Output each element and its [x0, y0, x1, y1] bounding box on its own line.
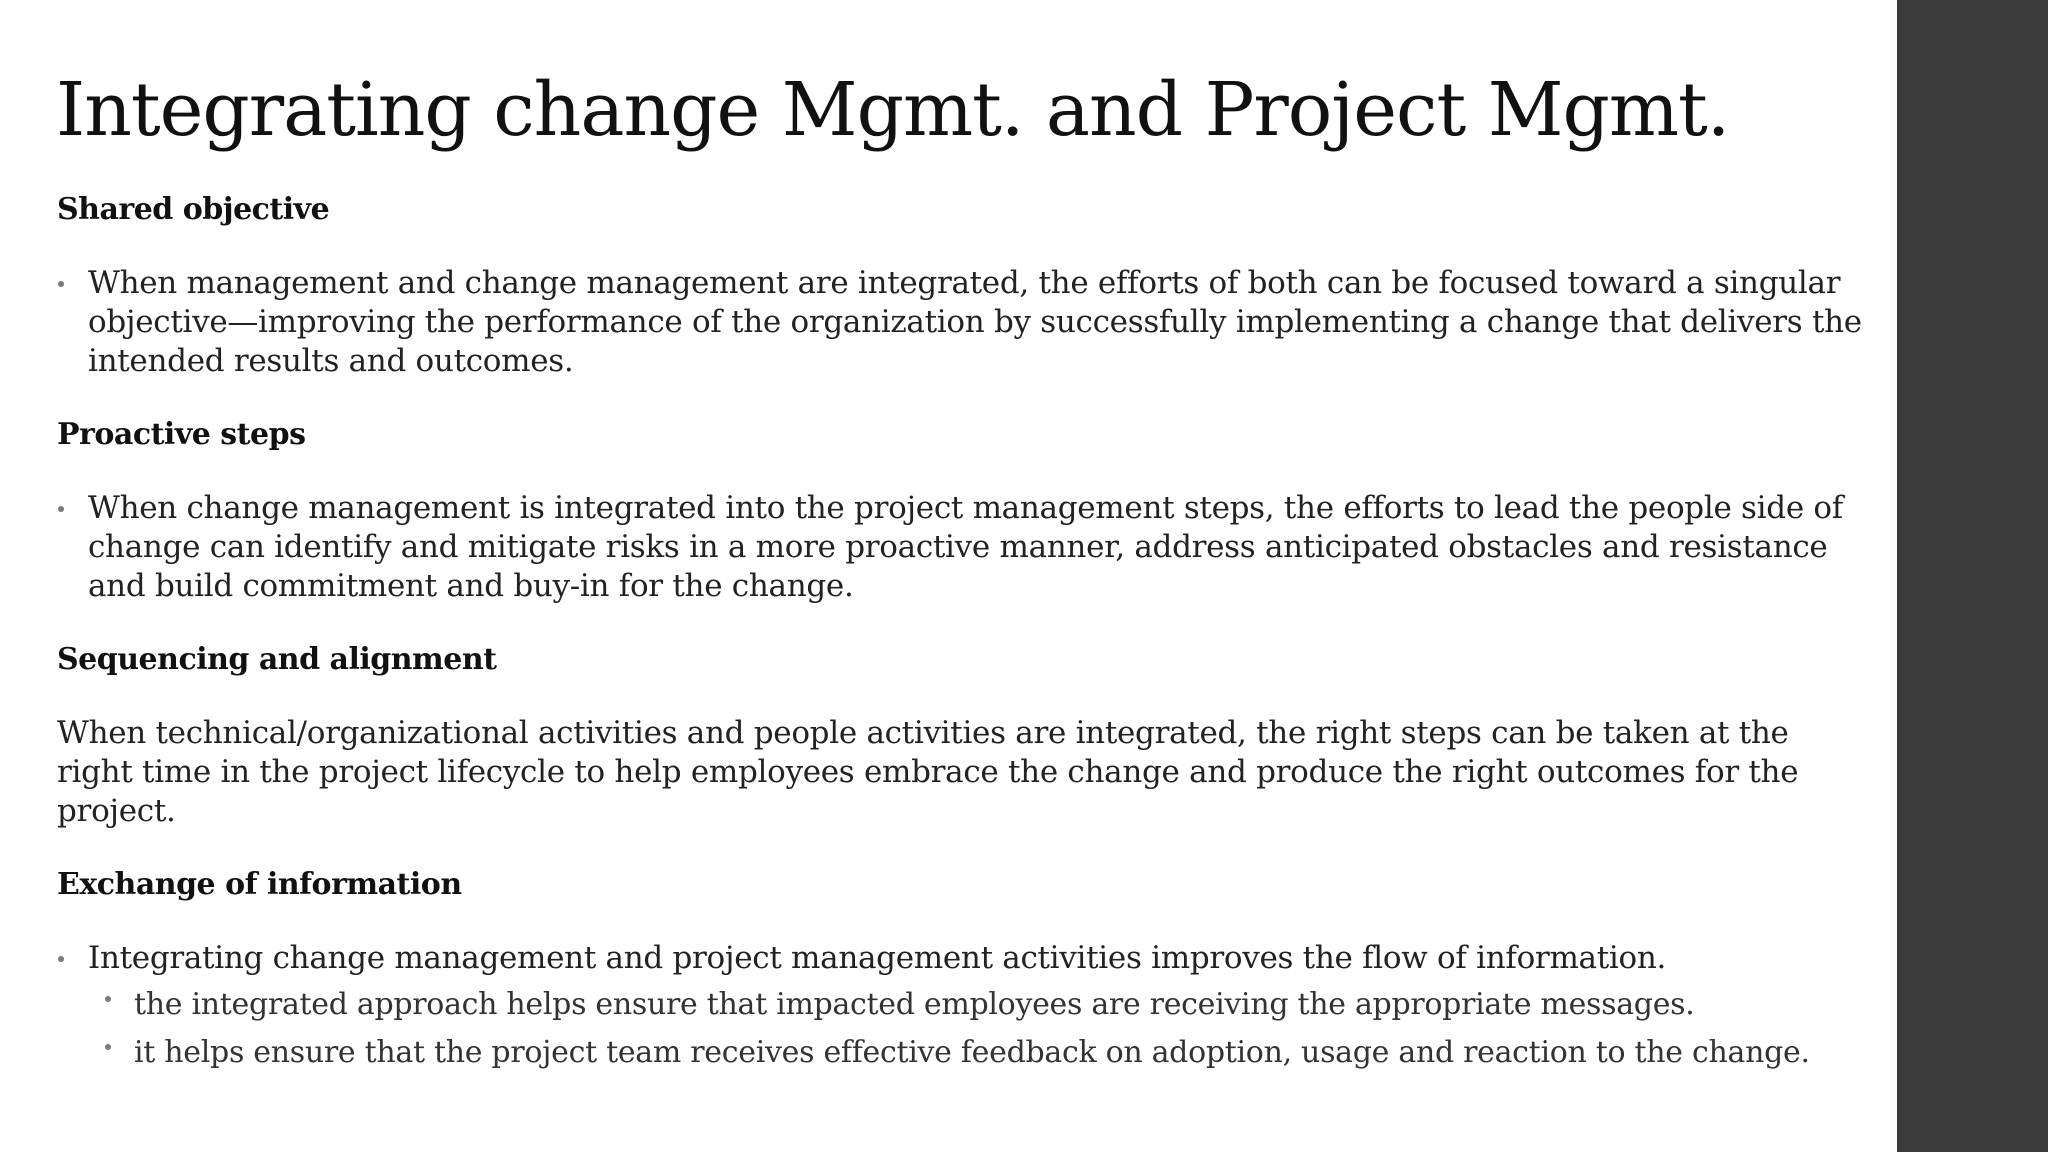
paragraph-sequencing-alignment: When technical/organizational activities and people activities are integrated, the right steps can be taken at the right time in the project lifecycle to help employees embrace the change and produce the right outcomes for the project.: [57, 715, 1799, 829]
sub-bullet-item: [134, 986, 1867, 1024]
bullet-exchange-information: Integrating change management and project management activities improves the flow of information.: [57, 939, 1867, 978]
bullet-shared-objective: When management and change management are integrated, the efforts of both can be focused toward a singular objective—improving the performance of the organization by successfully implementing a change that delivers the intended results and outcomes.: [57, 264, 1867, 381]
sub-bullet-text: the integrated approach helps ensure that impacted employees are receiving the appropriate messages.: [134, 987, 1695, 1022]
section-heading-sequencing-alignment: Sequencing and alignment: [57, 642, 497, 677]
section-heading-exchange-information: Exchange of information: [57, 867, 462, 902]
bullet-dot-icon: [105, 1044, 111, 1050]
bullet-proactive-steps: When change management is integrated into the project management steps, the efforts to lead the people side of change can identify and mitigate risks in a more proactive manner, address anticipated obstacles and resistance and build commitment and buy-in for the change.: [57, 489, 1867, 606]
section-heading-shared-objective: Shared objective: [57, 192, 330, 227]
slide-content: [57, 190, 1867, 1082]
sub-bullet-text: it helps ensure that the project team receives effective feedback on adoption, usage and reaction to the change.: [134, 1035, 1810, 1070]
slide-title: Integrating change Mgmt. and Project Mgmt.: [56, 67, 1730, 153]
section-heading-proactive-steps: Proactive steps: [57, 417, 306, 452]
side-panel: [1897, 0, 2048, 1152]
bullet-dot-icon: [105, 996, 111, 1002]
sub-bullet-item: [134, 1034, 1867, 1072]
